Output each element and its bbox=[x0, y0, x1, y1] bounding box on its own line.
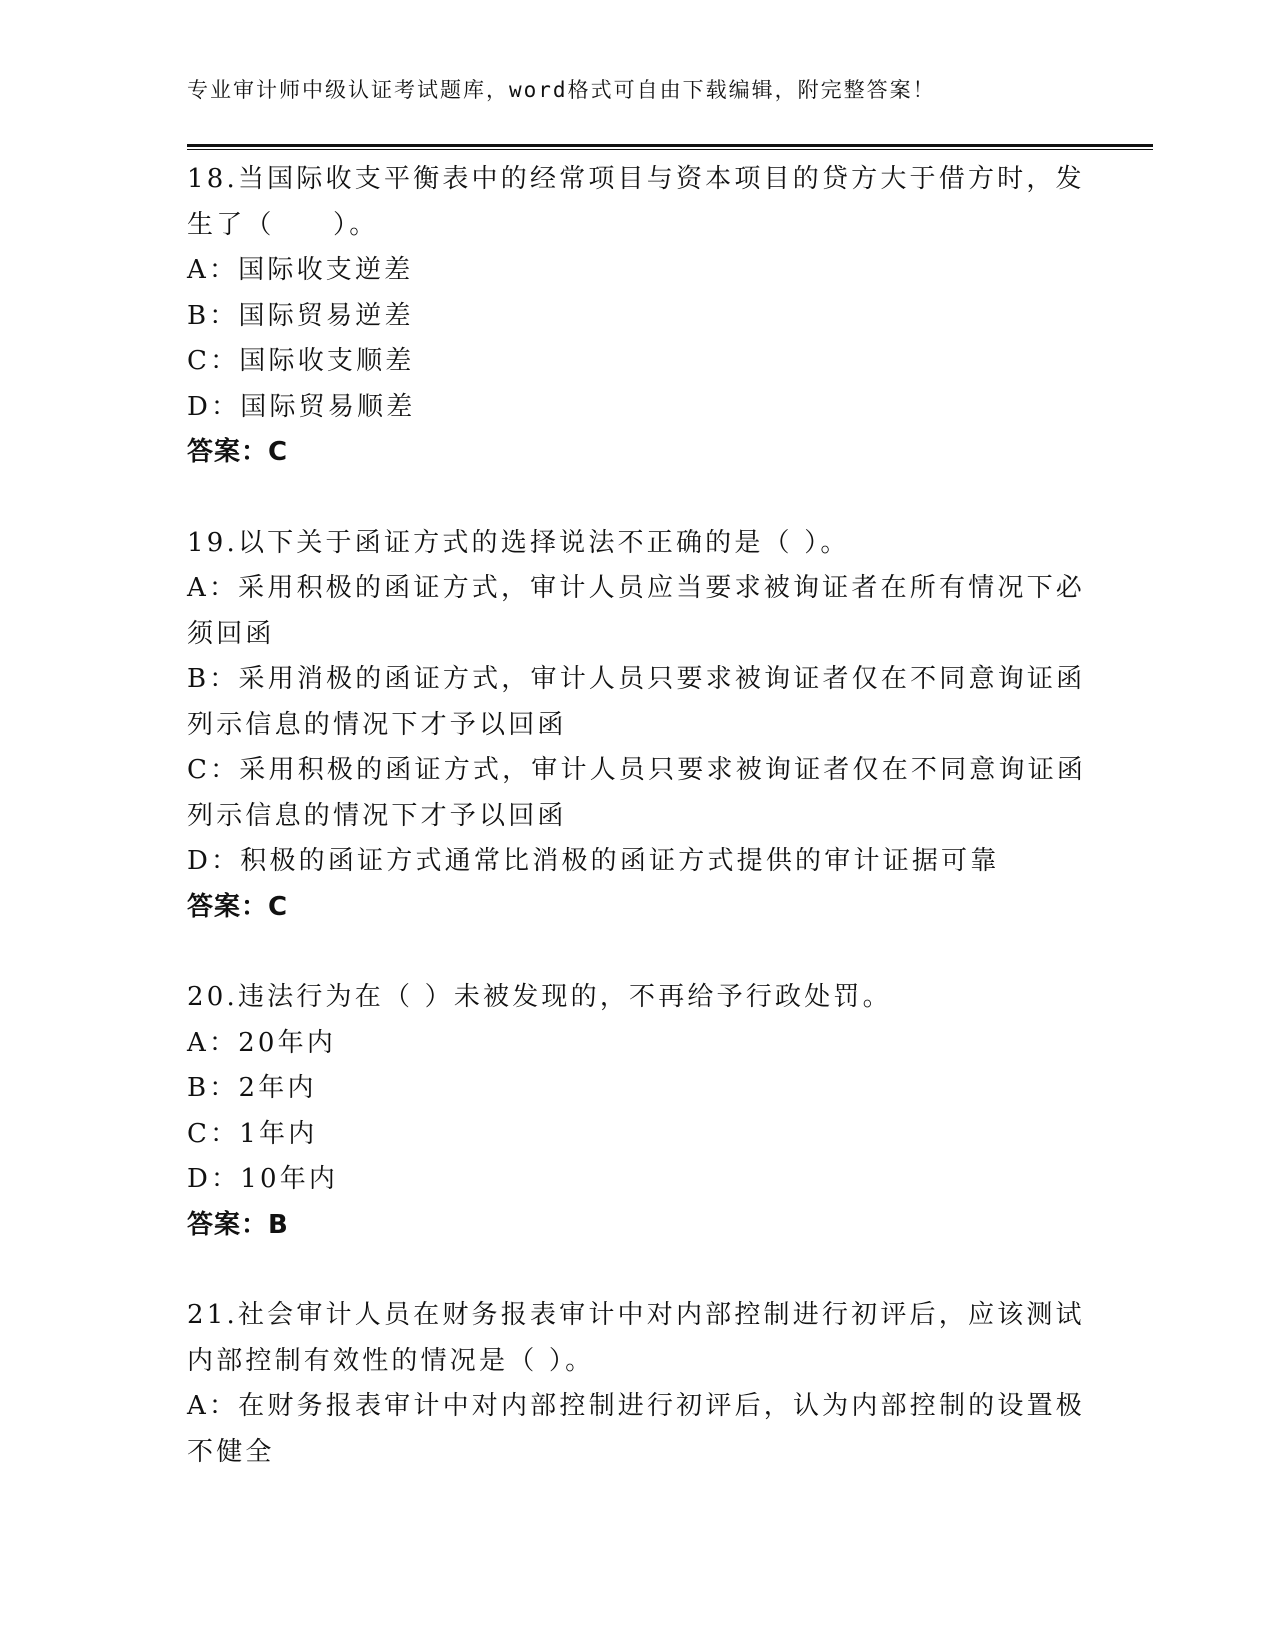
option-d: D：积极的函证方式通常比消极的函证方式提供的审计证据可靠 bbox=[187, 846, 1000, 876]
option-c-continued: 列示信息的情况下才予以回函 bbox=[187, 800, 567, 831]
option-b: B：采用消极的函证方式，审计人员只要求被询证者仅在不同意询证函 bbox=[187, 664, 1086, 694]
option-a: A：采用积极的函证方式，审计人员应当要求被询证者在所有情况下必 bbox=[187, 573, 1085, 603]
question-stem: 内部控制有效性的情况是（ ）。 bbox=[187, 1345, 595, 1376]
option-d: D：国际贸易顺差 bbox=[187, 391, 416, 422]
answer-label: 答案：C bbox=[187, 891, 289, 922]
header-rule bbox=[187, 144, 1153, 150]
option-b-continued: 列示信息的情况下才予以回函 bbox=[187, 709, 567, 740]
question-list bbox=[187, 157, 1087, 1475]
question-stem: 19.以下关于函证方式的选择说法不正确的是（ ）。 bbox=[187, 527, 850, 558]
answer-label: 答案：B bbox=[187, 1209, 289, 1240]
option-a-continued: 不健全 bbox=[187, 1436, 275, 1467]
option-b: B：2年内 bbox=[187, 1073, 317, 1103]
option-c: C：采用积极的函证方式，审计人员只要求被询证者仅在不同意询证函 bbox=[187, 755, 1087, 785]
question-18 bbox=[187, 157, 1087, 476]
question-stem: 20.违法行为在（ ）未被发现的，不再给予行政处罚。 bbox=[187, 982, 892, 1012]
question-stem: 21.社会审计人员在财务报表审计中对内部控制进行初评后，应该测试 bbox=[187, 1300, 1085, 1330]
option-a: A：20年内 bbox=[187, 1027, 337, 1058]
option-c: C：1年内 bbox=[187, 1118, 318, 1149]
question-21 bbox=[187, 1293, 1087, 1475]
question-stem: 生了（ ）。 bbox=[187, 209, 379, 240]
page-header: 专业审计师中级认证考试题库，word格式可自由下载编辑，附完整答案！ bbox=[187, 78, 936, 102]
answer-label: 答案：C bbox=[187, 437, 289, 467]
question-19 bbox=[187, 521, 1087, 931]
option-c: C：国际收支顺差 bbox=[187, 346, 415, 376]
header-rule-thick bbox=[187, 144, 1153, 147]
option-b: B：国际贸易逆差 bbox=[187, 300, 414, 331]
question-stem: 18.当国际收支平衡表中的经常项目与资本项目的贷方大于借方时，发 bbox=[187, 164, 1085, 194]
option-d: D：10年内 bbox=[187, 1164, 339, 1194]
question-20 bbox=[187, 975, 1087, 1248]
option-a-continued: 须回函 bbox=[187, 618, 275, 649]
option-a: A：在财务报表审计中对内部控制进行初评后，认为内部控制的设置极 bbox=[187, 1391, 1085, 1421]
header-rule-thin bbox=[187, 149, 1153, 150]
option-a: A：国际收支逆差 bbox=[187, 255, 414, 285]
